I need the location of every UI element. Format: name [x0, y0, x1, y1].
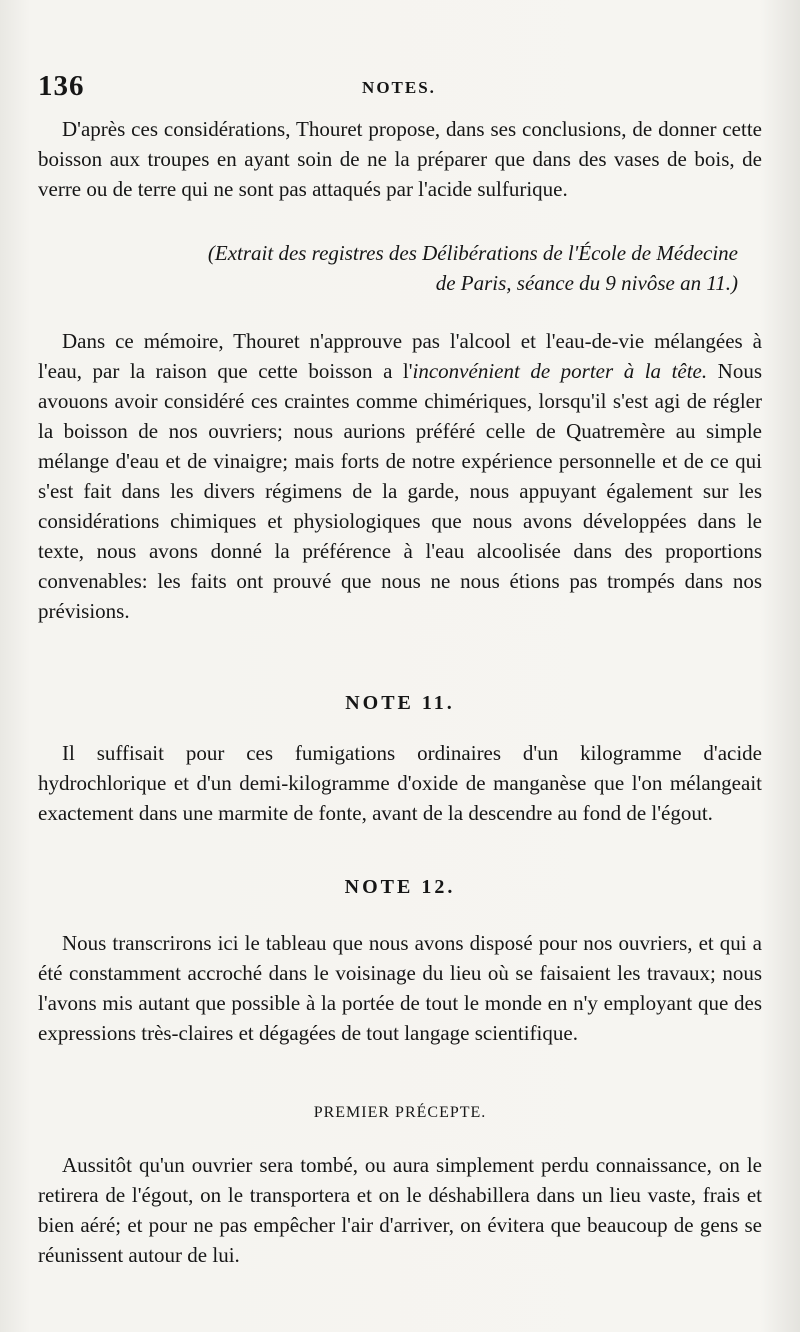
running-title: NOTES.	[362, 78, 436, 97]
paragraph-premier-precepte: Aussitôt qu'un ouvrier sera tombé, ou aura simplement perdu connaissance, on le retirera de l'égout, on le transportera et on le déshabillera dans un lieu vaste, frais et bien aéré; et pour ne pas empêcher l'air d'arriver, on évitera que beaucoup de gens se réunissent autour de lui.	[38, 1153, 762, 1267]
note-11-heading: NOTE 11.	[345, 692, 455, 714]
paragraph-fumigations: Il suffisait pour ces fumigations ordinaires d'un kilogramme d'acide hydrochlorique et d'un demi-kilogramme d'oxide de manganèse que l'on mélangeait exactement dans une marmite de fonte, avant de la descendre au fond de l'égout.	[38, 741, 762, 825]
paragraph-memoire-emphasis: inconvénient de porter à la tête.	[412, 359, 708, 383]
paragraph-memoire-part-1: Dans ce mémoire, Thouret n'approuve pas l'alcool et l'eau-de-vie mélangées à l'eau, par la raison que cette boisson a l'	[38, 329, 762, 383]
paragraph-memoire-part-2: Nous avouons avoir considéré ces craintes comme chimériques, lorsqu'il s'est agi de régler la boisson de nos ouvriers; nous aurions préféré celle de Quatremère au simple mélange d'eau et de vinaigre; mais forts de notre expérience personnelle et de ce qui s'est fait dans les divers régimens de la garde, nous appuyant également sur les considérations chimiques et physiologiques que nous avons développées dans le texte, nous avons donné la préférence à l'eau alcoolisée dans des proportions convenables: les faits ont prouvé que nous ne nous étions pas trompés dans nos prévisions.	[38, 359, 762, 623]
premier-precepte-heading: PREMIER PRÉCEPTE.	[313, 1104, 487, 1121]
paragraph-memoire	[38, 326, 762, 626]
citation-line-2: de Paris, séance du 9 nivôse an 11.)	[435, 271, 738, 295]
page-header	[38, 70, 760, 104]
citation-line-1: (Extrait des registres des Délibérations de l'École de Médecine	[207, 241, 738, 265]
paragraph-tableau: Nous transcrirons ici le tableau que nous avons disposé pour nos ouvriers, et qui a été constamment accroché dans le voisinage du lieu où se faisaient les travaux; nous l'avons mis autant que possible à la portée de tout le monde en n'y employant que des expressions très-claires et dégagées de tout langage scientifique.	[38, 931, 762, 1045]
note-12-heading: NOTE 12.	[344, 876, 456, 898]
paragraph-thouret-conclusions: D'après ces considérations, Thouret propose, dans ses conclusions, de donner cette boisson aux troupes en ayant soin de ne la préparer que dans des vases de bois, de verre ou de terre qui ne sont pas attaqués par l'acide sulfurique.	[38, 117, 762, 201]
page-number: 136	[38, 70, 85, 102]
